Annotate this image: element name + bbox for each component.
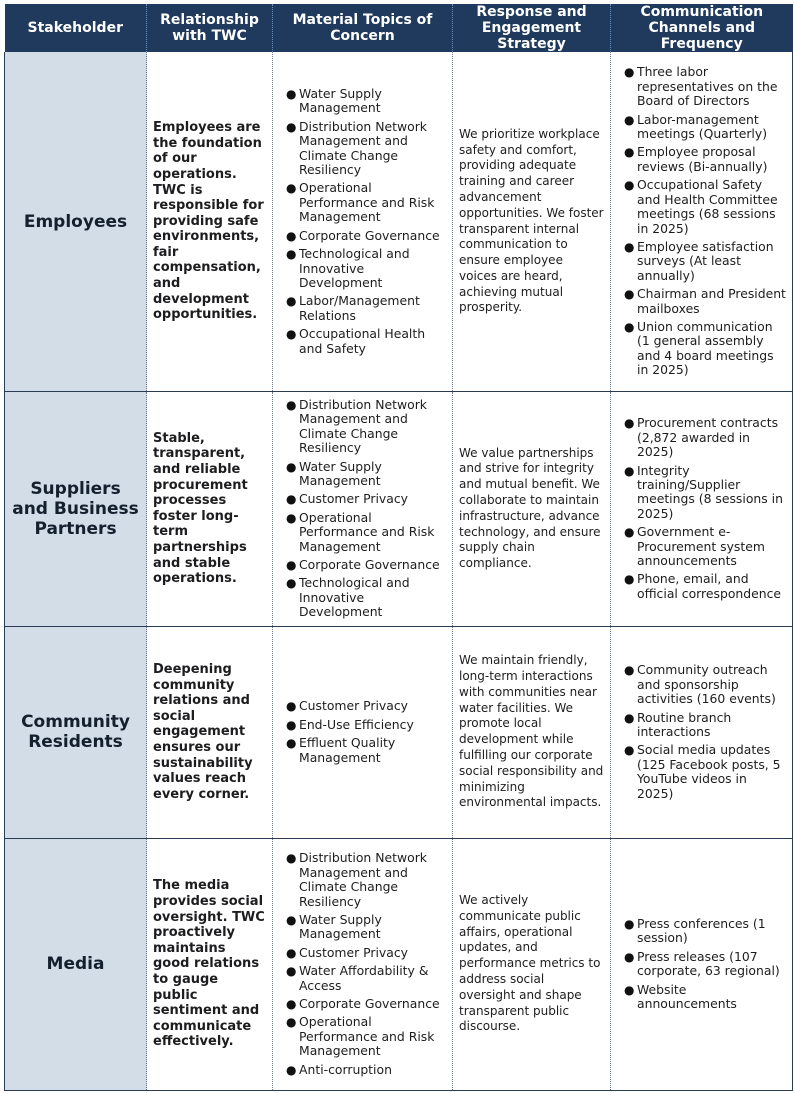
channel-text: Integrity training/Supplier meetings (8 sessions in 2025) [637, 462, 783, 521]
bullet-icon: ● [624, 287, 635, 302]
bullet-icon: ● [624, 949, 635, 964]
bullet-icon: ● [624, 743, 635, 758]
channel-text: Union communication (1 general assembly and 4 board meetings in 2025) [637, 318, 774, 378]
channels-cell [611, 52, 793, 392]
bullet-icon: ● [286, 510, 297, 525]
channels-cell [611, 838, 793, 1090]
topic-item [286, 716, 446, 732]
channel-item [624, 662, 786, 707]
channel-item [624, 524, 786, 569]
topic-text: Customer Privacy [299, 944, 408, 960]
bullet-icon: ● [624, 112, 635, 127]
header-relationship: Relationship with TWC [147, 4, 273, 52]
bullet-icon: ● [286, 247, 297, 262]
topic-item [286, 118, 446, 178]
bullet-icon: ● [286, 398, 297, 412]
channels-cell [611, 626, 793, 838]
topic-text: Distribution Network Management and Climate Change Resiliency [299, 397, 427, 456]
stakeholder-name: Community Residents [5, 626, 147, 838]
bullet-icon: ● [286, 119, 297, 134]
topic-item [286, 509, 446, 554]
topic-item [286, 575, 446, 620]
bullet-icon: ● [286, 912, 297, 927]
topic-text: Operational Performance and Risk Management [299, 1014, 435, 1059]
topic-text: Effluent Quality Management [299, 735, 396, 765]
table-row [5, 626, 793, 838]
channel-text: Employee proposal reviews (Bi-annually) [637, 144, 768, 174]
bullet-icon: ● [286, 699, 297, 714]
channel-text: Phone, email, and official correspondence [637, 571, 782, 601]
stakeholder-name: Media [5, 838, 147, 1090]
strategy-text: We maintain friendly, long-term interactions with communities near water facilities. We promote local development while fulfilling our corporate social responsibility and minimizing environmental impacts. [453, 626, 611, 838]
bullet-icon: ● [286, 327, 297, 342]
topic-text: Operational Performance and Risk Management [299, 509, 435, 554]
channel-item [624, 915, 786, 946]
header-row [5, 4, 793, 52]
channel-text: Labor-management meetings (Quarterly) [637, 111, 768, 142]
topic-item [286, 326, 446, 356]
bullet-icon: ● [624, 416, 635, 431]
table-row [5, 392, 793, 627]
header-material-topics: Material Topics of Concern [273, 4, 453, 52]
topic-text: End-Use Efficiency [299, 716, 414, 732]
topic-item [286, 246, 446, 290]
channels-list [617, 65, 786, 377]
bullet-icon: ● [624, 178, 635, 193]
channel-item [624, 177, 786, 236]
stakeholder-name: Suppliers and Business Partners [5, 392, 147, 627]
topic-text: Water Supply Management [299, 911, 382, 942]
topic-text: Operational Performance and Risk Management [299, 180, 435, 225]
bullet-icon: ● [286, 736, 297, 751]
channel-text: Chairman and President mailboxes [637, 286, 786, 316]
bullet-icon: ● [286, 492, 297, 507]
topics-cell [273, 392, 453, 627]
bullet-icon: ● [624, 663, 635, 678]
bullet-icon: ● [624, 145, 635, 160]
strategy-text: We actively communicate public affairs, operational updates, and performance metrics to address social oversight and shape transparent public discourse. [453, 838, 611, 1090]
bullet-icon: ● [624, 65, 635, 80]
bullet-icon: ● [624, 572, 635, 587]
bullet-icon: ● [286, 997, 297, 1011]
channel-text: Press conferences (1 session) [637, 915, 766, 946]
topic-item [286, 911, 446, 942]
header-stakeholder: Stakeholder [5, 4, 147, 52]
channel-text: Community outreach and sponsorship activities (160 events) [637, 662, 776, 707]
bullet-icon: ● [286, 1015, 297, 1030]
bullet-icon: ● [624, 525, 635, 540]
channel-item [624, 415, 786, 460]
table-header [5, 4, 793, 52]
topic-item [286, 735, 446, 765]
topic-item [286, 491, 446, 507]
topic-text: Technological and Innovative Development [299, 246, 410, 290]
topic-text: Labor/Management Relations [299, 293, 420, 323]
topic-text: Customer Privacy [299, 491, 408, 507]
channel-text: Routine branch interactions [637, 709, 732, 739]
stakeholder-name: Employees [5, 52, 147, 392]
channel-item [624, 981, 786, 1012]
channels-cell [611, 392, 793, 627]
bullet-icon: ● [286, 717, 297, 732]
channel-item [624, 709, 786, 740]
channel-text: Social media updates (125 Facebook posts, 5 YouTube videos in 2025) [637, 742, 781, 801]
relationship-text: Employees are the foundation of our operations. TWC is responsible for providing safe environments, fair compensation, and development opportunities. [147, 52, 273, 392]
bullet-icon: ● [286, 87, 297, 102]
channels-list [617, 917, 786, 1011]
table-row [5, 52, 793, 392]
channels-list [617, 663, 786, 801]
channel-item [624, 144, 786, 174]
bullet-icon: ● [624, 463, 635, 478]
bullet-icon: ● [286, 964, 297, 979]
channel-item [624, 111, 786, 142]
bullet-icon: ● [624, 710, 635, 725]
header-communication-channels: Communication Channels and Frequency [611, 4, 793, 52]
topic-text: Distribution Network Management and Climate Change Resiliency [299, 850, 427, 909]
topic-item [286, 1061, 446, 1077]
bullet-icon: ● [286, 294, 297, 309]
topic-item [286, 86, 446, 116]
topic-text: Occupational Health and Safety [299, 326, 426, 356]
topic-text: Corporate Governance [299, 557, 440, 573]
topic-item [286, 458, 446, 489]
bullet-icon: ● [286, 558, 297, 573]
topics-list [279, 851, 446, 1077]
topic-item [286, 397, 446, 456]
channel-text: Occupational Safety and Health Committee meetings (68 sessions in 2025) [637, 177, 778, 236]
table-body [5, 52, 793, 1090]
strategy-text: We prioritize workplace safety and comfort, providing adequate training and career advancement opportunities. We foster transparent internal communication to ensure employee voices are heard, achieving mutual prosperity. [453, 52, 611, 392]
topic-item [286, 944, 446, 960]
topic-item [286, 963, 446, 993]
topic-item [286, 293, 446, 323]
relationship-text: Deepening community relations and social engagement ensures our sustainability values reach every corner. [147, 626, 273, 838]
channel-text: Press releases (107 corporate, 63 regional) [637, 948, 780, 979]
channel-text: Employee satisfaction surveys (At least annually) [637, 238, 774, 283]
relationship-text: The media provides social oversight. TWC proactively maintains good relations to gauge public sentiment and communicate effectively. [147, 838, 273, 1090]
topics-cell [273, 626, 453, 838]
topic-item [286, 557, 446, 573]
channel-item [624, 571, 786, 601]
table-row [5, 838, 793, 1090]
topic-item [286, 996, 446, 1011]
bullet-icon: ● [624, 319, 635, 334]
bullet-icon: ● [286, 945, 297, 960]
topics-list [279, 398, 446, 620]
channel-item [624, 462, 786, 522]
stakeholder-engagement-table [4, 4, 793, 1091]
relationship-text: Stable, transparent, and reliable procurement processes foster long-term partnerships and stable operations. [147, 392, 273, 627]
channel-item [624, 948, 786, 979]
bullet-icon: ● [286, 181, 297, 196]
topic-text: Technological and Innovative Development [299, 575, 410, 620]
bullet-icon: ● [624, 916, 635, 931]
bullet-icon: ● [286, 459, 297, 474]
topic-text: Corporate Governance [299, 227, 440, 243]
topic-item [286, 698, 446, 714]
topic-text: Customer Privacy [299, 698, 408, 714]
topic-text: Water Supply Management [299, 458, 382, 489]
topic-text: Water Supply Management [299, 86, 382, 116]
channel-text: Government e-Procurement system announcements [637, 524, 765, 569]
topic-text: Water Affordability & Access [299, 963, 429, 993]
topic-text: Distribution Network Management and Climate Change Resiliency [299, 118, 427, 178]
bullet-icon: ● [286, 576, 297, 591]
channels-list [617, 416, 786, 601]
topics-list [279, 699, 446, 765]
bullet-icon: ● [286, 1062, 297, 1077]
channel-item [624, 64, 786, 109]
topics-cell [273, 52, 453, 392]
channel-text: Three labor representatives on the Board of Directors [637, 64, 778, 109]
header-engagement-strategy: Response and Engagement Strategy [453, 4, 611, 52]
topic-item [286, 180, 446, 225]
topic-text: Corporate Governance [299, 996, 440, 1011]
topic-text: Anti-corruption [299, 1061, 392, 1077]
bullet-icon: ● [624, 982, 635, 997]
topics-list [279, 87, 446, 356]
topic-item [286, 1014, 446, 1059]
channel-text: Website announcements [637, 981, 737, 1011]
channel-item [624, 286, 786, 316]
bullet-icon: ● [286, 851, 297, 866]
topic-item [286, 850, 446, 909]
strategy-text: We value partnerships and strive for integrity and mutual benefit. We collaborate to maintain infrastructure, advance technology, and ensure supply chain compliance. [453, 392, 611, 627]
channel-text: Procurement contracts (2,872 awarded in 2025) [637, 415, 779, 460]
channel-item [624, 238, 786, 283]
bullet-icon: ● [624, 239, 635, 254]
bullet-icon: ● [286, 228, 297, 243]
topic-item [286, 227, 446, 243]
channel-item [624, 318, 786, 378]
channel-item [624, 742, 786, 801]
topics-cell [273, 838, 453, 1090]
